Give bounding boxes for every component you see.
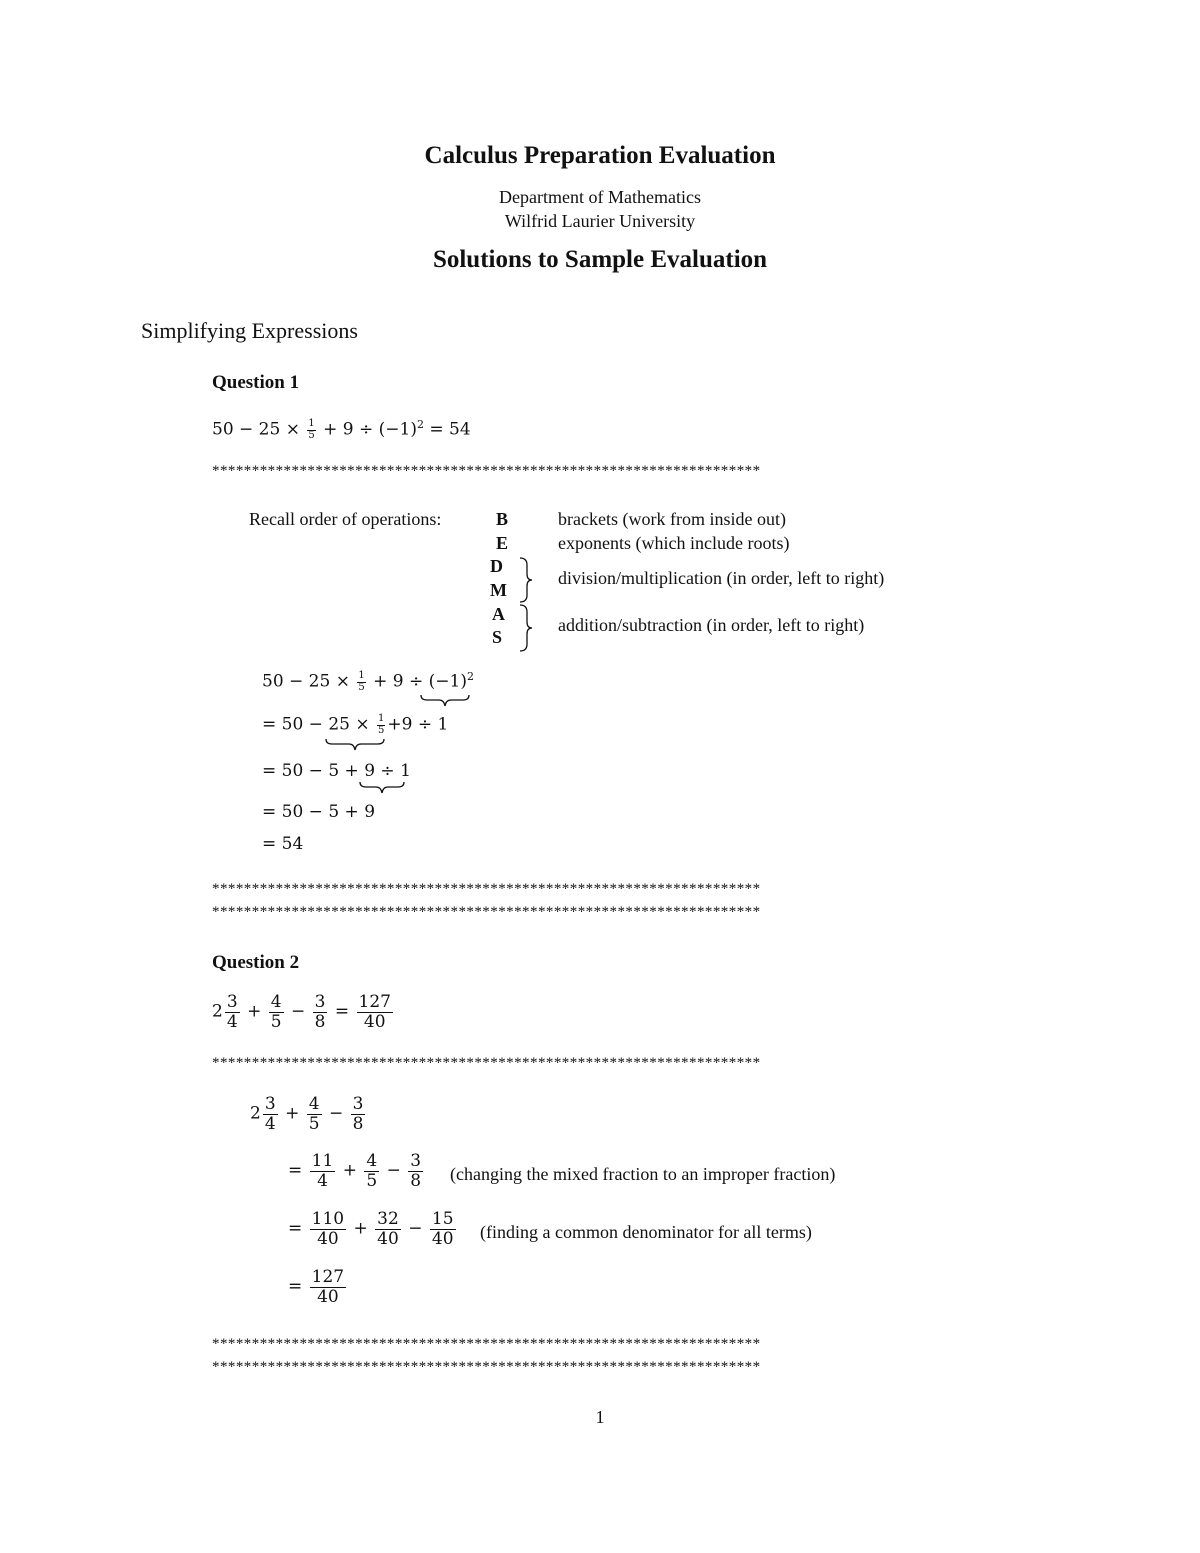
q1-step-2 bbox=[262, 714, 448, 736]
operator: + bbox=[285, 1103, 300, 1124]
denominator: 4 bbox=[317, 1170, 328, 1191]
bedmas-letter-b: B bbox=[496, 509, 509, 529]
fraction bbox=[310, 1210, 346, 1248]
fraction bbox=[430, 1210, 456, 1248]
expr-part: (−1) bbox=[428, 671, 467, 692]
expr-part: 50 − 25 × bbox=[212, 419, 306, 440]
university-line: Wilfrid Laurier University bbox=[504, 211, 696, 231]
expr-part: + 9 ÷ (−1) bbox=[317, 419, 417, 440]
fraction bbox=[313, 993, 328, 1031]
numerator: 127 bbox=[311, 1267, 345, 1287]
star-divider: ********************************************************************* bbox=[212, 1359, 761, 1375]
operator: = bbox=[288, 1276, 303, 1297]
expr-part: = 50 − 5 + bbox=[262, 761, 365, 781]
q2-step-2 bbox=[288, 1152, 425, 1190]
bedmas-letter-e: E bbox=[496, 533, 509, 553]
operator: − bbox=[386, 1160, 401, 1181]
numerator: 4 bbox=[308, 1094, 320, 1114]
bedmas-letter-s: S bbox=[492, 627, 503, 647]
numerator: 3 bbox=[226, 992, 238, 1012]
denominator: 5 bbox=[378, 724, 385, 736]
q2-note-mixed-fraction: (changing the mixed fraction to an improper fraction) bbox=[450, 1164, 836, 1184]
fraction bbox=[310, 1268, 346, 1306]
expr-part: +9 ÷ 1 bbox=[387, 714, 449, 735]
q1-step-4: = 50 − 5 + 9 bbox=[262, 802, 376, 822]
denominator: 40 bbox=[317, 1228, 339, 1249]
fraction bbox=[364, 1152, 379, 1190]
star-divider: ********************************************************************* bbox=[212, 463, 761, 479]
fraction bbox=[357, 993, 393, 1031]
bedmas-letter-m: M bbox=[490, 580, 507, 600]
recall-label: Recall order of operations: bbox=[249, 509, 442, 529]
fraction bbox=[269, 993, 284, 1031]
bedmas-desc-as: addition/subtraction (in order, left to right) bbox=[558, 615, 865, 635]
denominator: 40 bbox=[363, 1011, 386, 1032]
fraction bbox=[377, 714, 385, 736]
operator: = bbox=[288, 1160, 303, 1181]
page-subtitle: Solutions to Sample Evaluation bbox=[432, 246, 768, 273]
fraction bbox=[357, 671, 365, 693]
underbrace-icon bbox=[325, 738, 385, 752]
expr-part: = 50 − bbox=[262, 714, 329, 735]
fraction bbox=[225, 993, 240, 1031]
expr-part: = 54 bbox=[424, 419, 471, 440]
numerator: 1 bbox=[378, 713, 385, 724]
q2-note-common-denominator: (finding a common denominator for all terms) bbox=[480, 1222, 812, 1242]
operator: − bbox=[290, 1001, 306, 1022]
numerator: 127 bbox=[358, 992, 391, 1012]
operator: + bbox=[353, 1218, 368, 1239]
denominator: 4 bbox=[264, 1113, 276, 1134]
numerator: 4 bbox=[366, 1151, 378, 1171]
fraction bbox=[375, 1210, 401, 1248]
numerator: 1 bbox=[358, 670, 365, 682]
denominator: 5 bbox=[270, 1011, 282, 1032]
numerator: 3 bbox=[314, 992, 326, 1012]
bedmas-desc-b: brackets (work from inside out) bbox=[558, 509, 786, 529]
operator: = bbox=[334, 1001, 350, 1022]
fraction bbox=[307, 1095, 322, 1133]
question-1-expression bbox=[212, 418, 471, 441]
right-brace-icon bbox=[518, 557, 534, 603]
denominator: 8 bbox=[352, 1113, 364, 1134]
q2-step-1 bbox=[250, 1095, 367, 1133]
underbrace-icon bbox=[359, 781, 405, 795]
numerator: 11 bbox=[311, 1151, 334, 1171]
denominator: 5 bbox=[308, 429, 315, 441]
numerator: 110 bbox=[311, 1209, 345, 1229]
department-line: Department of Mathematics bbox=[499, 187, 701, 207]
bedmas-letter-a: A bbox=[492, 604, 505, 624]
denominator: 40 bbox=[377, 1228, 399, 1249]
operator: − bbox=[408, 1218, 423, 1239]
bedmas-desc-dm: division/multiplication (in order, left to right) bbox=[558, 568, 885, 588]
operator: + bbox=[247, 1001, 262, 1022]
q1-step-5: = 54 bbox=[262, 834, 304, 854]
q1-step-3 bbox=[262, 761, 411, 781]
fraction bbox=[307, 419, 315, 441]
numerator: 3 bbox=[352, 1094, 364, 1114]
exponent: 2 bbox=[417, 418, 424, 431]
numerator: 1 bbox=[308, 418, 315, 430]
denominator: 4 bbox=[226, 1011, 238, 1032]
question-1-label: Question 1 bbox=[212, 372, 300, 393]
whole-number: 2 bbox=[212, 1001, 223, 1022]
numerator: 4 bbox=[270, 992, 282, 1012]
page-number: 1 bbox=[595, 1407, 605, 1427]
fraction bbox=[408, 1152, 423, 1190]
underbrace-icon bbox=[420, 694, 470, 708]
numerator: 3 bbox=[410, 1151, 422, 1171]
denominator: 40 bbox=[431, 1228, 454, 1249]
denominator: 5 bbox=[308, 1113, 320, 1134]
q2-step-4 bbox=[288, 1268, 348, 1306]
denominator: 5 bbox=[366, 1170, 378, 1191]
bedmas-desc-e: exponents (which include roots) bbox=[558, 533, 790, 553]
denominator: 8 bbox=[410, 1170, 422, 1191]
expr-part: + 9 ÷ bbox=[367, 671, 429, 692]
section-heading: Simplifying Expressions bbox=[141, 318, 358, 343]
operator: + bbox=[342, 1160, 357, 1181]
star-divider: ********************************************************************* bbox=[212, 1336, 761, 1352]
denominator: 40 bbox=[317, 1286, 339, 1307]
fraction bbox=[263, 1095, 278, 1133]
star-divider: ********************************************************************* bbox=[212, 904, 761, 920]
fraction bbox=[310, 1152, 336, 1190]
right-brace-icon bbox=[518, 604, 534, 652]
star-divider: ********************************************************************* bbox=[212, 1055, 761, 1071]
denominator: 8 bbox=[314, 1011, 326, 1032]
operator: = bbox=[288, 1218, 303, 1239]
expr-part: 50 − 25 × bbox=[262, 671, 356, 692]
exponent: 2 bbox=[467, 670, 474, 683]
numerator: 3 bbox=[264, 1094, 276, 1114]
q2-step-3 bbox=[288, 1210, 458, 1248]
page-title: Calculus Preparation Evaluation bbox=[424, 142, 776, 169]
expr-part: 9 ÷ 1 bbox=[364, 761, 411, 781]
denominator: 5 bbox=[358, 681, 365, 693]
bedmas-letter-d: D bbox=[490, 556, 503, 576]
operator: − bbox=[328, 1103, 344, 1124]
question-2-label: Question 2 bbox=[212, 952, 300, 973]
expr-part: 25 × bbox=[328, 714, 376, 735]
numerator: 32 bbox=[377, 1209, 399, 1229]
question-2-expression bbox=[212, 993, 395, 1031]
numerator: 15 bbox=[431, 1209, 454, 1229]
star-divider: ********************************************************************* bbox=[212, 881, 761, 897]
q1-step-1 bbox=[262, 670, 474, 693]
fraction bbox=[351, 1095, 366, 1133]
whole-number: 2 bbox=[250, 1103, 261, 1124]
